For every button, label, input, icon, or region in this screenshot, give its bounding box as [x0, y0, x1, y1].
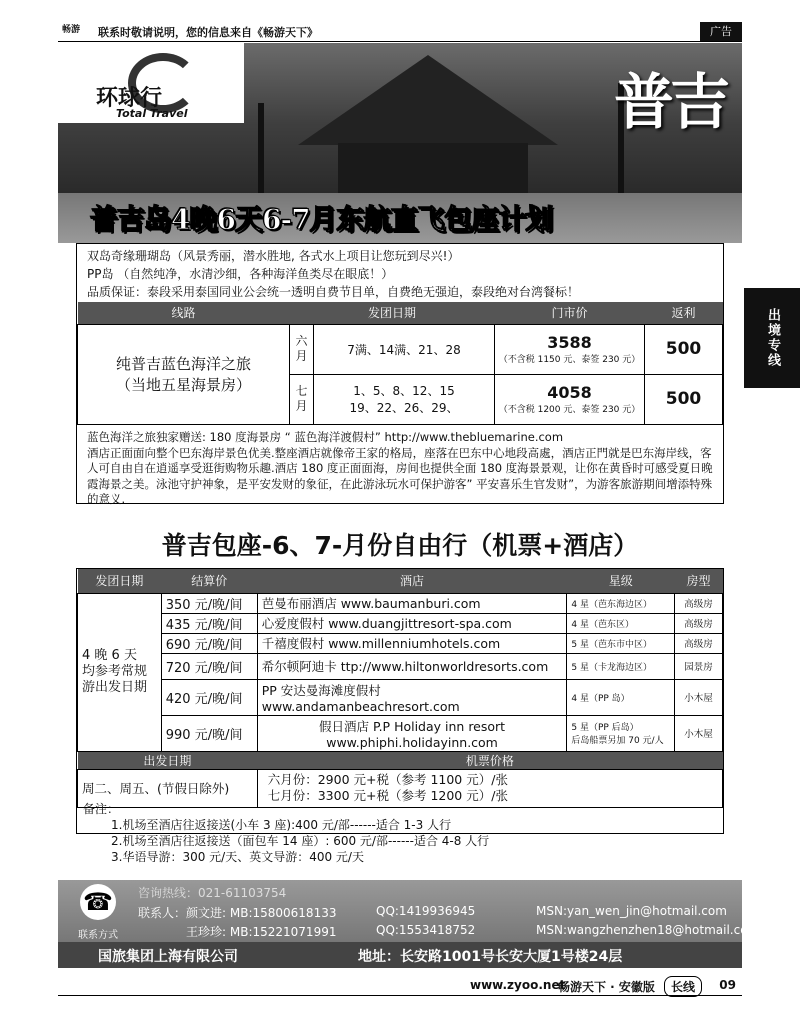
phone-icon: ☎: [80, 884, 116, 920]
dates: 7满、14满、21、28: [314, 324, 495, 374]
hotel-star: 5 星（卡龙海边区）: [567, 653, 675, 679]
contact-qq: QQ:1419936945: [376, 904, 476, 918]
sub-header: 出发日期: [78, 751, 258, 769]
route-cell: [78, 324, 290, 424]
fare: 七月份：3300 元+税（参考 1200 元）/张: [267, 788, 508, 803]
contact-name: 王珍珍: MB:15221071991: [186, 925, 337, 939]
free-travel-box: [76, 568, 724, 864]
desc-line: 酒店正面面向整个巴东海岸景色优美.整座酒店就像帝王家的格局，座落在巴东中心地段高處，酒店正門就是巴东海岸线，客人可自由自在逍遥享受逛街购物乐趣.酒店 180 度正面面海，房间也提供全面 180 度海景景观，让你在黄昏时可感受夏日晚霞海景之美。泳池守护神象，是平安发财的象征，在此游泳玩水可保护游客” 平安喜乐生官发财”，为游客旅游期间增添特殊的意义.: [87, 445, 713, 506]
hotel-star: 4 星（芭东区）: [567, 613, 675, 633]
hotel-name-cell: [257, 679, 567, 715]
hotel-price: 420 元/晚/间: [161, 679, 257, 715]
remark-line: 2.机场至酒店往返接送（面包车 14 座）: 600 元/部------适合 4-8 人行: [111, 834, 490, 848]
hotel-star-note: 后岛船票另加 70 元/人: [571, 736, 664, 746]
hotel-price: 720 元/晚/间: [161, 653, 257, 679]
price-table: [77, 302, 723, 425]
page-number: 09: [719, 978, 736, 992]
rebate: 500: [645, 324, 723, 374]
logo-cn: 环球行: [96, 85, 163, 111]
hotel-star: 5 星（芭东市中区）: [567, 633, 675, 653]
price-cell: [495, 374, 645, 424]
hotel-price: 435 元/晚/间: [161, 613, 257, 633]
col-header: 酒店: [257, 569, 567, 593]
dates: 1、5、8、12、15: [353, 384, 455, 398]
intro-line: 双岛奇缘珊瑚岛（风景秀丽，潜水胜地, 各式水上项目让您玩到尽兴!）: [87, 249, 460, 263]
hotel-star-cell: [567, 715, 675, 751]
price-note: （不含税 1200 元、泰签 230 元）: [498, 405, 641, 415]
publication: 畅游天下 · 安徽版: [558, 980, 655, 994]
group-date-line: 均参考常规: [82, 664, 148, 679]
depart-days: 周二、周五、(节假日除外): [78, 769, 258, 807]
headline: 普吉岛4晚6天6-7月东航直飞包座计划: [90, 203, 553, 236]
group-date: [78, 593, 162, 751]
category-badge: 长线: [664, 976, 702, 997]
hotel-url: www.phiphi.holidayinn.com: [326, 734, 498, 750]
intro: [77, 244, 723, 302]
remark-title: 备注：: [83, 802, 120, 816]
price-note: （不含税 1150 元、泰签 230 元）: [498, 355, 641, 365]
hotel-url: www.andamanbeachresort.com: [261, 698, 460, 714]
hotel-table: [77, 569, 723, 808]
month: 七月: [290, 374, 314, 424]
logo-en: Total Travel: [116, 107, 188, 120]
company-bar: [58, 942, 742, 968]
company-name: 国旅集团上海有限公司: [98, 949, 238, 965]
month: 六月: [290, 324, 314, 374]
hotel-star: 4 星（PP 岛）: [567, 679, 675, 715]
hotline: 咨询热线：021-61103754: [138, 886, 287, 900]
description: [77, 430, 723, 508]
remark-line: 3.华语导游：300 元/天、英文导游：400 元/天: [111, 850, 364, 864]
ad-tag: 广告: [700, 22, 742, 41]
intro-line: PP岛 （自然纯净，水清沙细，各种海洋鱼类尽在眼底！）: [87, 267, 394, 281]
col-header: 发团日期: [78, 569, 162, 593]
dates: 19、22、26、29、: [349, 401, 459, 415]
hotel-price: 990 元/晚/间: [161, 715, 257, 751]
rebate: 500: [645, 374, 723, 424]
page-footer: [58, 970, 742, 996]
company-address: 地址：长安路1001号长安大厦1号楼24层: [358, 949, 623, 965]
side-tab: 出境专线: [744, 288, 800, 388]
hotel-name: PP 安达曼海滩度假村: [261, 682, 381, 698]
hotel-name: 希尔顿阿迪卡 ttp://www.hiltonworldresorts.com: [257, 653, 567, 679]
fare: 六月份：2900 元+税（参考 1100 元）/张: [267, 772, 508, 787]
hotel-name-cell: [257, 715, 567, 751]
package-box: [76, 243, 724, 504]
route-name: 纯普吉蓝色海洋之旅: [115, 355, 251, 373]
banner-overlay-text: 普吉: [614, 68, 726, 138]
hotel-name: 心爱度假村 www.duangjittresort-spa.com: [257, 613, 567, 633]
remarks: [77, 799, 723, 867]
group-date-line: 游出发日期: [82, 680, 148, 695]
col-header: 房型: [675, 569, 723, 593]
hotel-name: 芭曼布丽酒店 www.baumanburi.com: [257, 593, 567, 613]
hotel-star: 5 星（PP 后岛）: [571, 723, 639, 733]
route-sub: （当地五星海景房）: [115, 376, 251, 394]
col-header: 门市价: [495, 302, 645, 324]
col-header: 返利: [645, 302, 723, 324]
col-header: 星级: [567, 569, 675, 593]
contact-msn: MSN:wangzhenzhen18@hotmail.com: [536, 923, 760, 937]
source-notice: 联系时敬请说明，您的信息来自《畅游天下》: [98, 26, 318, 39]
contact-name: 联系人：颜文进: MB:15800618133: [138, 906, 337, 920]
contact-panel: [58, 880, 760, 942]
col-header: 发团日期: [290, 302, 495, 324]
dates-cell: [314, 374, 495, 424]
contact-msn: MSN:yan_wen_jin@hotmail.com: [536, 904, 727, 918]
price: 3588: [547, 333, 592, 352]
price: 4058: [547, 383, 592, 402]
room-type: 高级房: [675, 633, 723, 653]
room-type: 小木屋: [675, 679, 723, 715]
section-title: 普吉包座-6、7-月份自由行（机票+酒店）: [161, 531, 639, 560]
room-type: 小木屋: [675, 715, 723, 751]
hotel-star: 4 星（芭东海边区）: [567, 593, 675, 613]
mini-logo: 畅游: [62, 25, 81, 35]
brand-logo: [58, 43, 244, 123]
hotel-price: 350 元/晚/间: [161, 593, 257, 613]
site-url[interactable]: www.zyoo.net: [470, 978, 566, 992]
sub-header: 机票价格: [257, 751, 722, 769]
room-type: 高级房: [675, 613, 723, 633]
intro-line: 品质保证：泰段采用泰国同业公会统一透明自费节目单，自费绝无强迫，泰段绝对台湾餐标！: [87, 285, 580, 299]
col-header: 线路: [78, 302, 290, 324]
room-type: 园景房: [675, 653, 723, 679]
contact-label: 联系方式: [78, 930, 118, 941]
col-header: 结算价: [161, 569, 257, 593]
group-date-line: 4 晚 6 天: [82, 648, 137, 663]
price-cell: [495, 324, 645, 374]
top-bar: [58, 22, 742, 42]
hotel-name: 千禧度假村 www.millenniumhotels.com: [257, 633, 567, 653]
remark-line: 1.机场至酒店往返接送(小车 3 座):400 元/部------适合 1-3 人行: [111, 818, 452, 832]
hotel-name: 假日酒店 P.P Holiday inn resort: [319, 718, 506, 734]
resort-roof: [298, 55, 558, 145]
hotel-price: 690 元/晚/间: [161, 633, 257, 653]
contact-qq: QQ:1553418752: [376, 923, 476, 937]
desc-line: 蓝色海洋之旅独家赠送: 180 度海景房 “ 蓝色海洋渡假村” http://www.thebluemarine.com: [87, 430, 564, 444]
room-type: 高级房: [675, 593, 723, 613]
